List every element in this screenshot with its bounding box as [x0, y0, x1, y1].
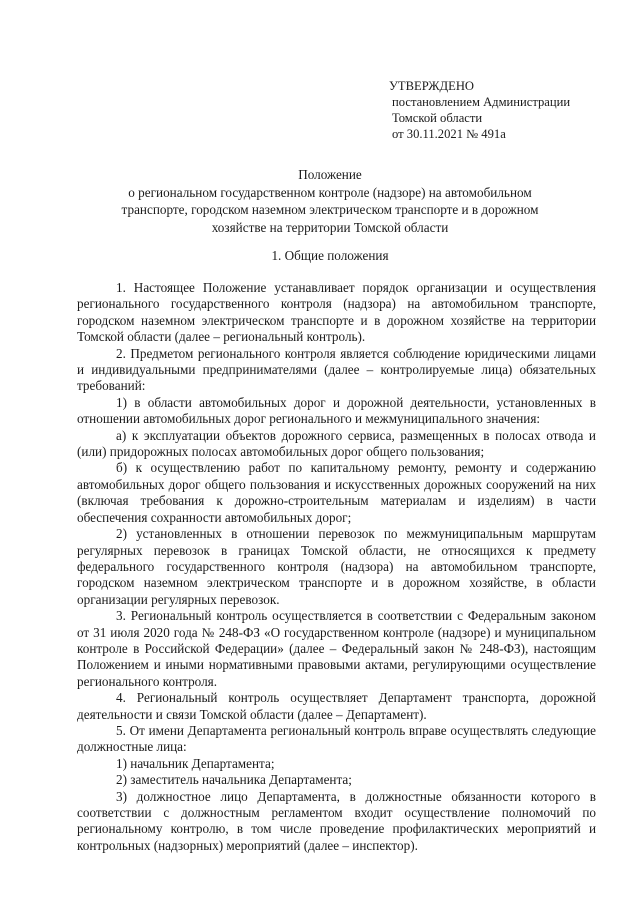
paragraph: 2) заместитель начальника Департамента; [116, 772, 352, 788]
paragraph: 3. Региональный контроль осуществляется в соответствии с Федеральным законом от 31 июля 2020 года № 248-ФЗ «О государственном контроле (надзоре) и муниципальном контроле в Российской Федерации» (далее – Федеральный закон № 248-ФЗ), настоящим Положением и иными нормативными правовыми актами, регулирующими осуществление регионального контроля. [77, 608, 596, 689]
paragraph: 1) в области автомобильных дорог и дорожной деятельности, установленных в отношении автомобильных дорог регионального и межмуниципального значения: [77, 394, 596, 427]
section-heading: 1. Общие положения [271, 248, 389, 263]
paragraph: 2. Предметом регионального контроля является соблюдение юридическими лицами и индивидуальными предпринимателями (далее – контролируемые лица) обязательных требований: [77, 345, 596, 394]
paragraph: 2) установленных в отношении перевозок по межмуниципальным маршрутам регулярных перевозок в границах Томской области, не относящихся к предмету федерального государственного контроля (надзора) на автомобильном транспорте, городском наземном электрическом транспорте и в дорожном хозяйстве, в области организации регулярных перевозок. [77, 526, 596, 607]
paragraph: б) к осуществлению работ по капитальному ремонту, ремонту и содержанию автомобильных дорог общего пользования и искусственных дорожных сооружений на них (включая требования к дорожно-строительным материалам и изделиям) в части обеспечения сохранности автомобильных дорог; [77, 460, 596, 525]
paragraph: 3) должностное лицо Департамента, в должностные обязанности которого в соответствии с должностным регламентом входит осуществление полномочий по региональному контролю, в том числе проведение профилактических мероприятий и контрольных (надзорных) мероприятий (далее – инспектор). [77, 788, 596, 853]
approval-line-1: постановлением Администрации [392, 95, 571, 109]
title-line-2: транспорте, городском наземном электрическом транспорте и в дорожном [121, 202, 539, 217]
title-line-1: о региональном государственном контроле (надзоре) на автомобильном [128, 184, 532, 200]
approval-line-3: от 30.11.2021 № 491а [392, 127, 506, 141]
paragraph: 5. От имени Департамента региональный контроль вправе осуществлять следующие должностные лица: [77, 722, 596, 755]
title-heading: Положение [298, 167, 362, 182]
paragraph: а) к эксплуатации объектов дорожного сервиса, размещенных в полосах отвода и (или) придорожных полосах автомобильных дорог общего пользования; [77, 427, 596, 460]
approval-line-2: Томской области [392, 111, 483, 125]
paragraph: 1) начальник Департамента; [116, 755, 275, 771]
approval-label: УТВЕРЖДЕНО [389, 79, 475, 93]
document-title [60, 166, 600, 236]
title-line-3: хозяйстве на территории Томской области [211, 219, 449, 235]
document-body [77, 280, 596, 854]
paragraph: 4. Региональный контроль осуществляет Департамент транспорта, дорожной деятельности и связи Томской области (далее – Департамент). [77, 690, 596, 722]
paragraph: 1. Настоящее Положение устанавливает порядок организации и осуществления регионального государственного контроля (надзора) на автомобильном транспорте, городском наземном электрическом транспорте и в дорожном хозяйстве на территории Томской области (далее – региональный контроль). [77, 280, 596, 345]
approval-stamp [389, 78, 570, 142]
